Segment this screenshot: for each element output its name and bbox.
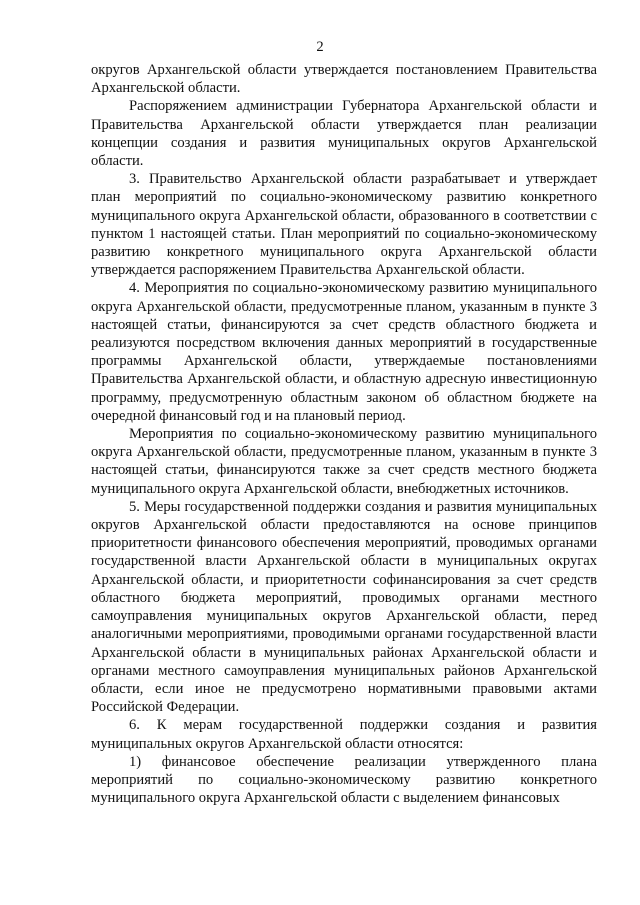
paragraph-order-governor: Распоряжением администрации Губернатора Архангельской области и Правительства Архангельской области утверждается план реализации концепции создания и развития муниципальных округов Архангельской области. — [91, 98, 597, 170]
paragraph-subitem-1: 1) финансовое обеспечение реализации утвержденного плана мероприятий по социально-экономическому развитию конкретного муниципального округа Архангельской области с выделением финансовых — [91, 753, 597, 807]
paragraph-item-3: 3. Правительство Архангельской области разрабатывает и утверждает план мероприятий по социально-экономическому развитию конкретного муниципального округа Архангельской области, образованного в соответствии с пунктом 1 настоящей статьи. План мероприятий по социально-экономическому развитию конкретного муниципального округа Архангельской области утверждается распоряжением Правительства Архангельской области. — [91, 171, 597, 279]
document-body — [91, 61, 597, 807]
page-number: 2 — [316, 39, 324, 55]
paragraph-item-4: 4. Мероприятия по социально-экономическому развитию муниципального округа Архангельской области, предусмотренные планом, указанным в пункте 3 настоящей статьи, финансируются за счет средств областного бюджета и реализуются посредством включения данных мероприятий в государственные программы Архангельской области, утверждаемые постановлениями Правительства Архангельской области, и областную адресную инвестиционную программу, предусмотренную областным законом об областном бюджете на очередной финансовый год и на плановый период. — [91, 280, 597, 424]
paragraph-item-4-continued: Мероприятия по социально-экономическому развитию муниципального округа Архангельской области, предусмотренные планом, указанным в пункте 3 настоящей статьи, финансируются также за счет средств местного бюджета муниципального округа Архангельской области, внебюджетных источников. — [91, 426, 597, 497]
paragraph-item-6: 6. К мерам государственной поддержки создания и развития муниципальных округов Архангельской области относятся: — [91, 717, 597, 752]
paragraph-item-5: 5. Меры государственной поддержки создания и развития муниципальных округов Архангельской области предоставляются на основе принципов приоритетности финансового обеспечения мероприятий, проводимых органами государственной власти Архангельской области в муниципальных округах Архангельской области, и приоритетности софинансирования за счет средств областного бюджета мероприятий, проводимых органами местного самоуправления муниципальных округов Архангельской области, перед аналогичными мероприятиями, проводимыми органами государственной власти Архангельской области в муниципальных районах Архангельской области и органами местного самоуправления муниципальных районов Архангельской области, если иное не предусмотрено нормативными правовыми актами Российской Федерации. — [91, 498, 597, 716]
paragraph-continuation: округов Архангельской области утверждается постановлением Правительства Архангельской области. — [91, 62, 597, 97]
